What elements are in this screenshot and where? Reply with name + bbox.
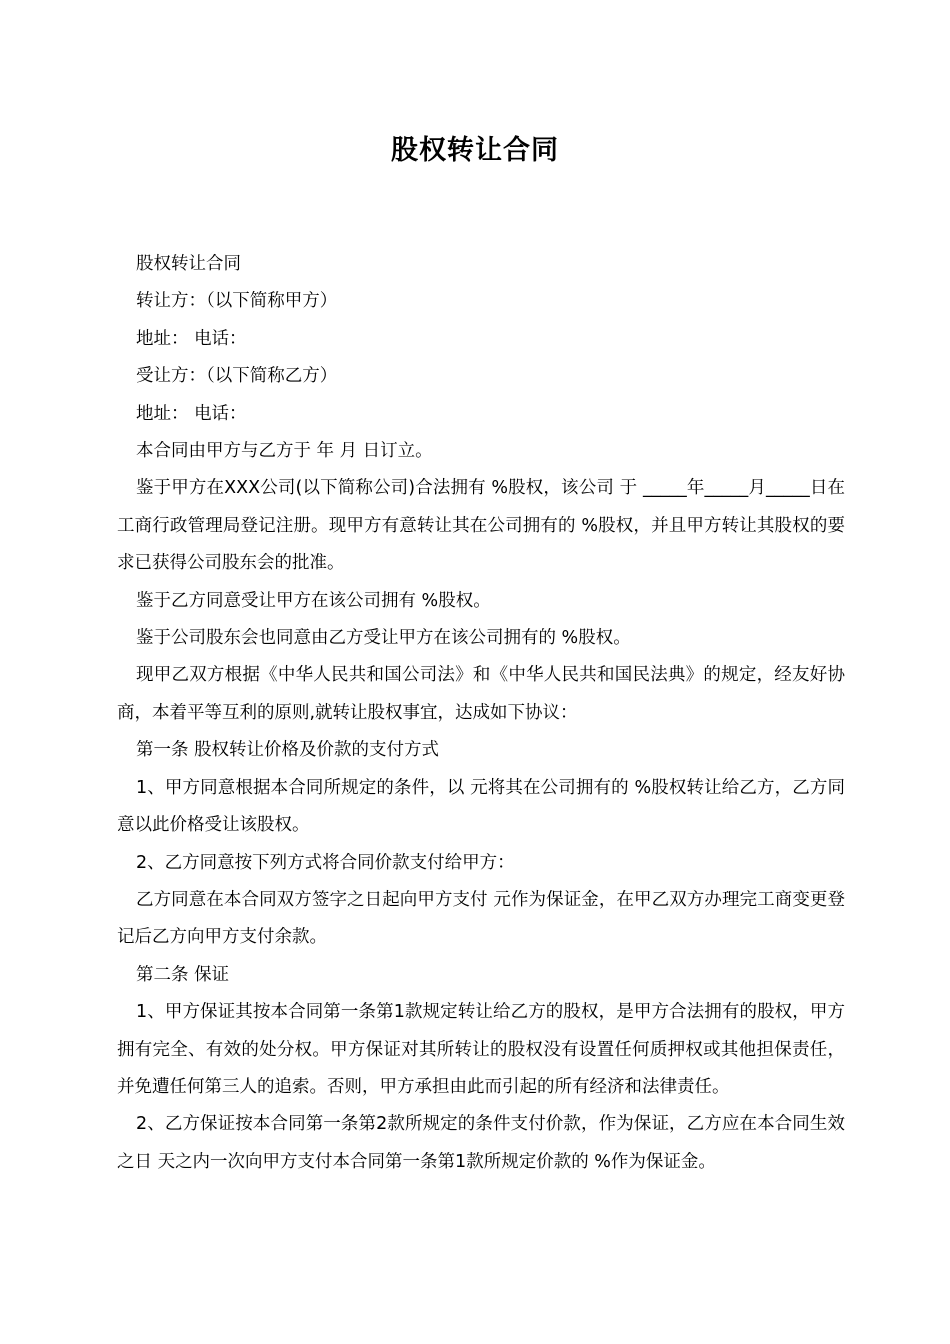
- paragraph-agreement-basis: 现甲乙双方根据《中华人民共和国公司法》和《中华人民共和国民法典》的规定，经友好协商，本着平等互利的原则,就转让股权事宜，达成如下协议：: [117, 665, 845, 723]
- paragraph-heading: 股权转让合同: [136, 254, 241, 274]
- paragraph-transferor-address: 地址： 电话：: [136, 328, 247, 349]
- article-2-heading: 第二条 保证: [136, 964, 230, 985]
- article-1-clause-2: 2、乙方同意按下列方式将合同价款支付给甲方：: [136, 852, 515, 873]
- paragraph-whereas-2: 鉴于乙方同意受让甲方在该公司拥有 %股权。: [136, 590, 491, 611]
- paragraph-transferee-address: 地址： 电话：: [136, 403, 247, 424]
- paragraph-date: 本合同由甲方与乙方于 年 月 日订立。: [136, 441, 433, 462]
- article-2-clause-2: 2、乙方保证按本合同第一条第2款所规定的条件支付价款，作为保证，乙方应在本合同生效之日 天之内一次向甲方支付本合同第一条第1款所规定价款的 %作为保证金。: [117, 1114, 845, 1172]
- article-1-clause-1: 1、甲方同意根据本合同所规定的条件，以 元将其在公司拥有的 %股权转让给乙方，乙方同意以此价格受让该股权。: [117, 777, 845, 836]
- paragraph-transferor: 转让方：（以下简称甲方）: [136, 291, 338, 312]
- article-1-payment-terms: 乙方同意在本合同双方签字之日起向甲方支付 元作为保证金，在甲乙双方办理完工商变更登记后乙方向甲方支付余款。: [117, 889, 845, 948]
- document-body: [117, 246, 845, 1181]
- paragraph-whereas-3: 鉴于公司股东会也同意由乙方受让甲方在该公司拥有的 %股权。: [136, 628, 631, 649]
- paragraph-transferee: 受让方：（以下简称乙方）: [136, 366, 338, 387]
- paragraph-whereas-1: 鉴于甲方在XXX公司(以下简称公司)合法拥有 %股权，该公司 于 _____年_____月_____日在 工商行政管理局登记注册。现甲方有意转让其在公司拥有的 %股权，并且甲方转让其股权的要求已获得公司股东会的批准。: [117, 478, 845, 574]
- article-1-heading: 第一条 股权转让价格及价款的支付方式: [136, 740, 440, 761]
- article-2-clause-1: 1、甲方保证其按本合同第一条第1款规定转让给乙方的股权，是甲方合法拥有的股权，甲方拥有完全、有效的处分权。甲方保证对其所转让的股权没有设置任何质押权或其他担保责任，并免遭任何第三人的追索。否则，甲方承担由此而引起的所有经济和法律责任。: [117, 1002, 845, 1097]
- document-title: 股权转让合同: [391, 135, 559, 166]
